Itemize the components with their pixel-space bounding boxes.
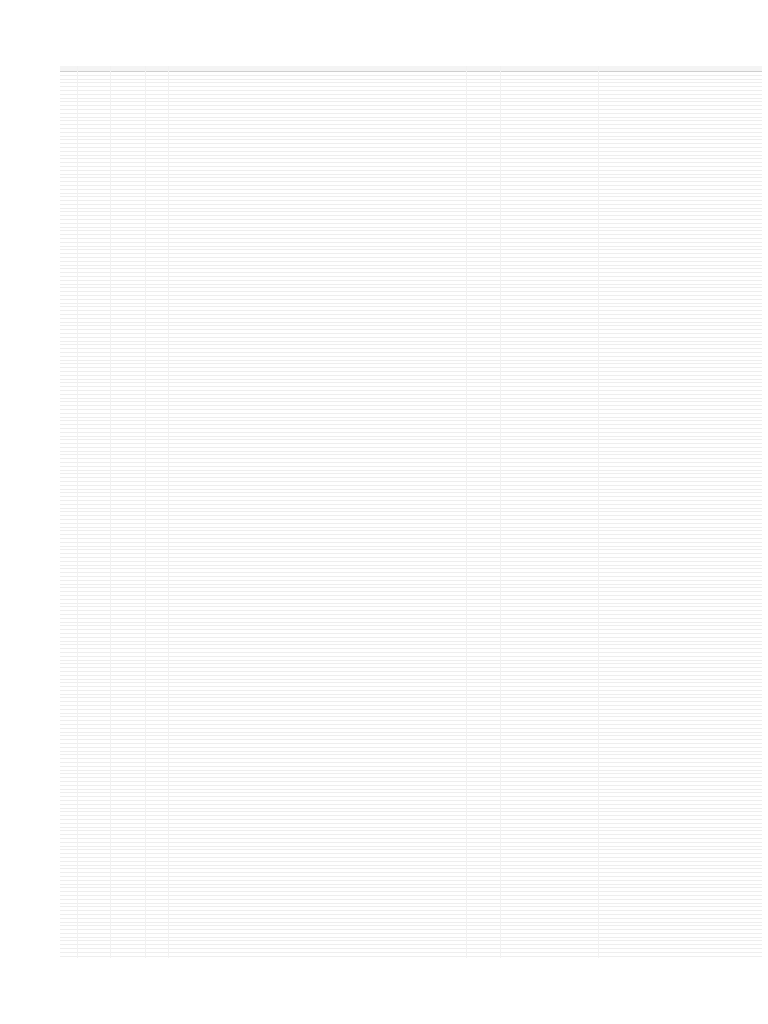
column-divider: [110, 66, 111, 958]
column-divider: [500, 66, 501, 958]
table-row: [60, 953, 762, 957]
spreadsheet: [60, 66, 762, 957]
table-body: [60, 72, 762, 957]
column-divider: [77, 66, 78, 958]
column-divider: [466, 66, 467, 958]
column-divider: [168, 66, 169, 958]
column-divider: [145, 66, 146, 958]
column-divider: [598, 66, 599, 958]
